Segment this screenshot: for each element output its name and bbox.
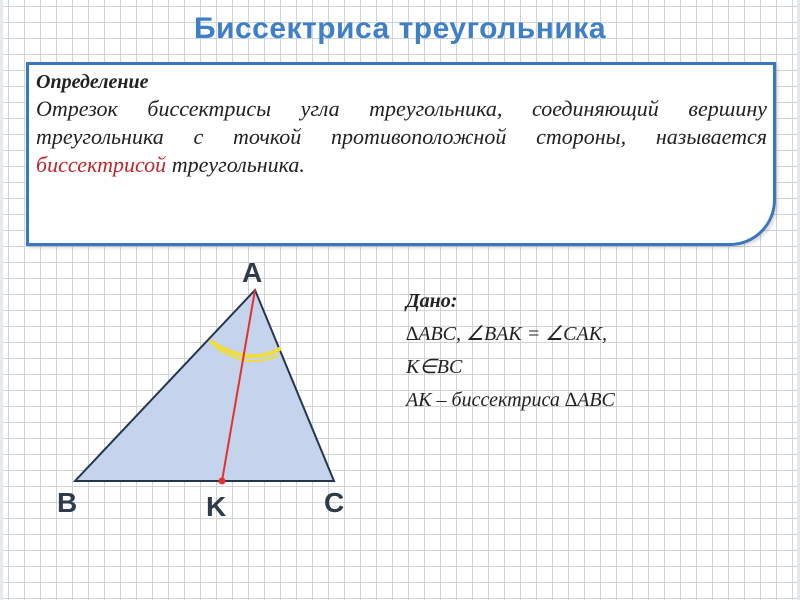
vertex-a-label: A <box>242 257 263 288</box>
definition-text-after: треугольника. <box>166 152 305 177</box>
given-line-2: K∈BC <box>406 356 463 378</box>
page-title: Биссектриса треугольника <box>193 12 607 45</box>
definition-highlight: биссектрисой <box>36 152 167 177</box>
point-k-dot <box>219 478 226 485</box>
given-title: Дано: <box>406 290 458 312</box>
definition-text-before: Отрезок биссектрисы угла треугольника, соединяющий вершину треугольника с точкой противоположной стороны, называется <box>36 96 767 149</box>
given-block <box>406 285 786 417</box>
point-k-label: K <box>206 491 227 522</box>
vertex-b-label: B <box>57 487 78 518</box>
triangle-abc <box>75 290 334 481</box>
given-line-3: AK – биссектриса ∆ABC <box>406 389 615 411</box>
definition-heading: Определение <box>36 71 149 93</box>
vertex-c-label: C <box>324 487 345 518</box>
given-line-1: ∆ABC, ∠BAK = ∠CAK, <box>406 323 608 345</box>
